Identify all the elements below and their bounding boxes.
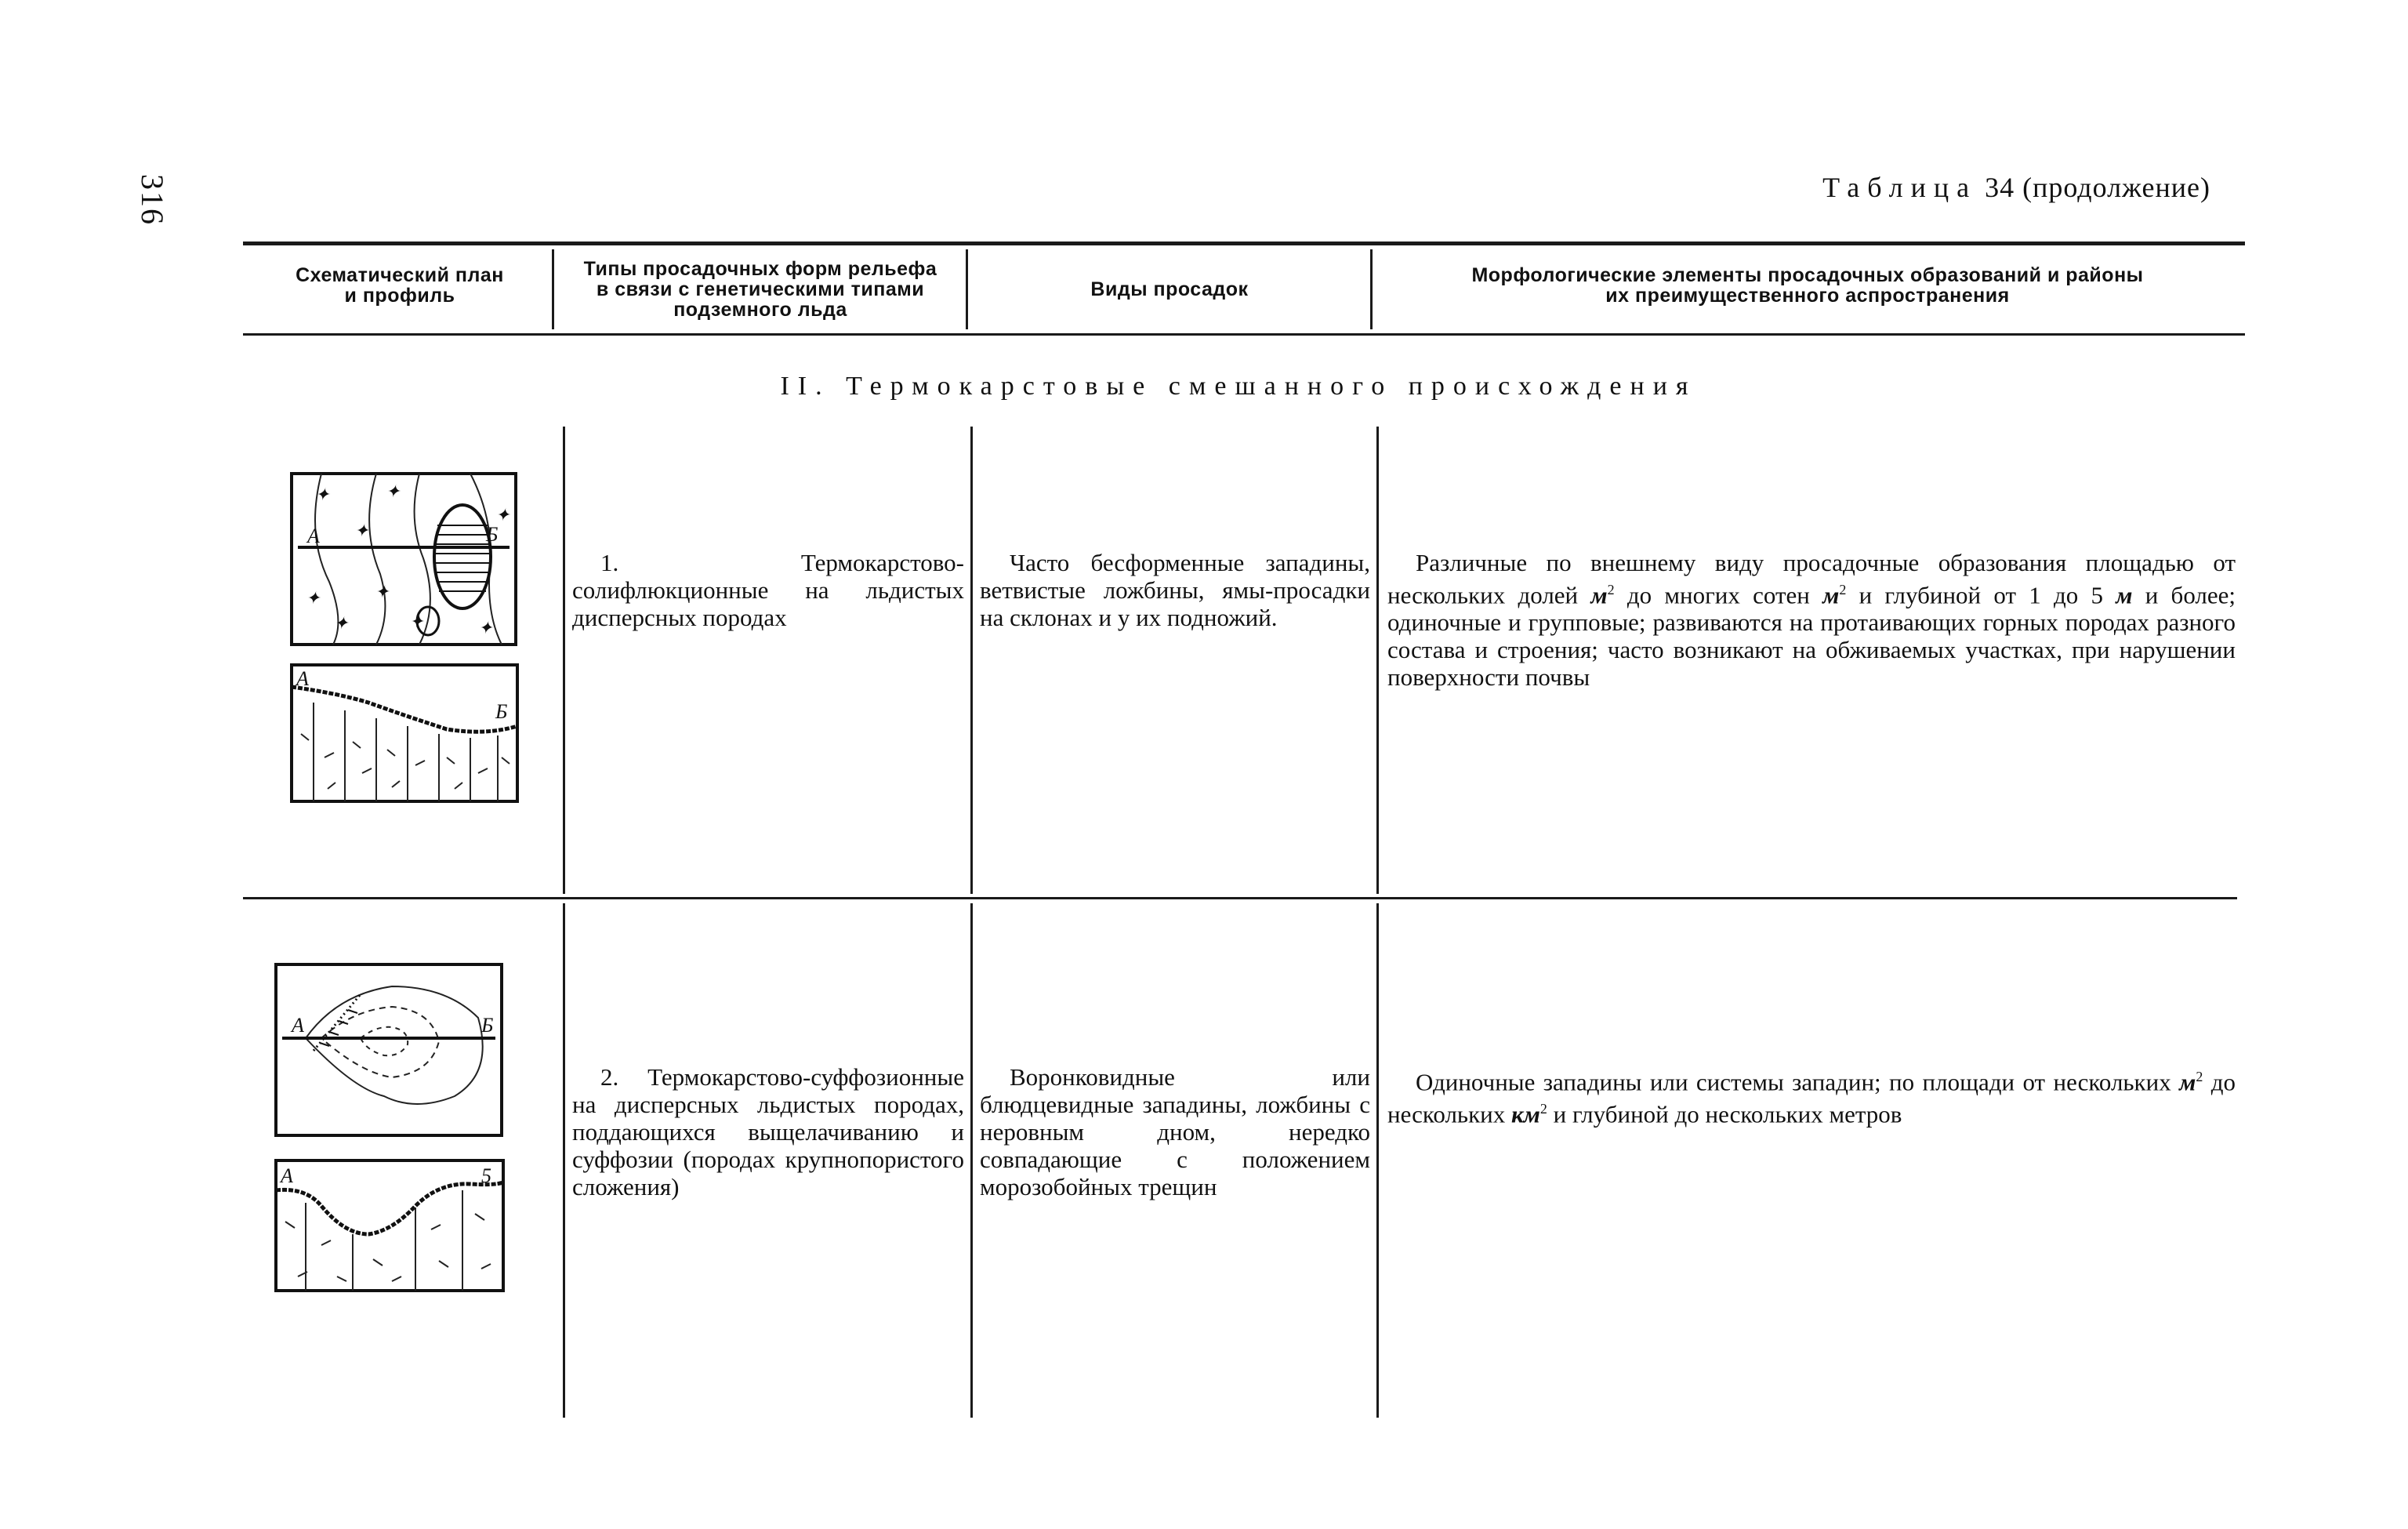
column-divider — [1376, 903, 1379, 1418]
plan-label-b: Б — [486, 523, 499, 546]
morph-text: Одиночные западины или системы западин; по площади от нескольких — [1416, 1068, 2171, 1096]
row1-plan-figure — [290, 472, 517, 646]
plan-label-a: А — [292, 1014, 304, 1037]
row2-morph-cell — [1387, 1063, 2236, 1128]
unit-exponent: 2 — [2196, 1069, 2203, 1084]
header-line: Морфологические элементы просадочных образований и районы — [1471, 264, 2144, 286]
unit-exponent: 2 — [1539, 1101, 1547, 1117]
svg-text:✦: ✦ — [375, 582, 390, 601]
profile-label-a: А — [281, 1164, 293, 1187]
plan-label-a: А — [307, 525, 320, 547]
row2-kinds-cell: Воронковидные или блюдцевидные западины, ложбины с неровным дном, нередко совпадающие с положением морозобойных трещин — [980, 1063, 1370, 1200]
column-divider — [970, 903, 973, 1418]
morph-text: до многих сотен — [1626, 581, 1810, 609]
svg-text:✦: ✦ — [354, 521, 369, 540]
header-divider — [966, 249, 968, 329]
profile-label-b: Б — [495, 700, 508, 723]
profile-label-a: А — [296, 667, 309, 690]
column-divider — [970, 427, 973, 894]
morph-text: Различные по внешнему виду просадочные образования площадью от нескольких долей — [1387, 549, 2236, 609]
unit: м — [1822, 581, 1840, 609]
row2-type-cell: 2. Термокарстово-суффозионные на дисперсных льдистых породах, поддающихся выщелачиванию и суффозии (породах крупнопористого сложения) — [572, 1063, 964, 1200]
column-divider — [1376, 427, 1379, 894]
header-col-morph — [1376, 265, 2239, 306]
header-line: подземного льда — [673, 299, 847, 321]
table-caption-rest: 34 (продолжение) — [1985, 172, 2210, 203]
table-caption-word: Таблица — [1822, 172, 1978, 203]
row1-profile-figure — [290, 663, 519, 803]
unit: м — [1590, 581, 1608, 609]
header-line: Типы просадочных форм рельефа — [583, 258, 937, 280]
row1-kinds-cell: Часто бесформенные западины, ветвистые ложбины, ямы-просадки на склонах и у их подножий. — [980, 549, 1370, 631]
svg-text:✦: ✦ — [386, 481, 401, 501]
unit-exponent: 2 — [1607, 582, 1615, 597]
morph-text: до нескольких — [1387, 1068, 2236, 1128]
header-line: Виды просадок — [1090, 278, 1249, 300]
svg-text:✦: ✦ — [478, 618, 493, 637]
row-separator — [243, 897, 2237, 899]
row1-type-cell: 1. Термокарстово-солифлюкционные на льдистых дисперсных породах — [572, 549, 964, 631]
row2-plan-figure — [274, 963, 503, 1137]
svg-text:✦: ✦ — [495, 505, 510, 525]
header-line: Схематический план — [296, 264, 504, 286]
plan-label-b: Б — [481, 1014, 494, 1037]
morph-text: и глубиной до нескольких метров — [1553, 1100, 1902, 1128]
header-line: их преимущественного аспространения — [1605, 285, 2010, 307]
table-caption — [1599, 171, 2210, 204]
section-title: II. Термокарстовые смешанного происхождения — [780, 372, 1697, 401]
header-col-plan — [251, 265, 549, 306]
morph-text: и более; одиночные и групповые; развиваются на протаивающих горных породах разного состава и строения; часто возникают на обживаемых участках, при нарушении поверхности почвы — [1387, 581, 2236, 692]
header-divider — [552, 249, 554, 329]
header-line: в связи с генетическими типами — [596, 278, 925, 300]
unit: км — [1510, 1100, 1540, 1128]
unit: м — [2116, 581, 2133, 609]
header-top-rule — [243, 242, 2245, 245]
unit: м — [2179, 1068, 2196, 1096]
morph-text: и глубиной от 1 до 5 — [1859, 581, 2103, 609]
row1-morph-cell — [1387, 549, 2236, 691]
header-divider — [1370, 249, 1373, 329]
unit-exponent: 2 — [1839, 582, 1847, 597]
row2-profile-figure — [274, 1159, 505, 1292]
svg-text:✦: ✦ — [409, 612, 424, 631]
header-col-kinds — [972, 279, 1367, 300]
svg-text:✦: ✦ — [334, 613, 349, 633]
header-line: и профиль — [344, 285, 455, 307]
header-bottom-rule — [243, 333, 2245, 336]
header-col-types — [558, 259, 963, 320]
profile-label-b: 5 — [481, 1164, 491, 1187]
column-divider — [563, 427, 565, 894]
svg-text:✦: ✦ — [306, 588, 321, 608]
svg-text:✦: ✦ — [315, 485, 330, 504]
page-number: 316 — [135, 174, 170, 226]
column-divider — [563, 903, 565, 1418]
